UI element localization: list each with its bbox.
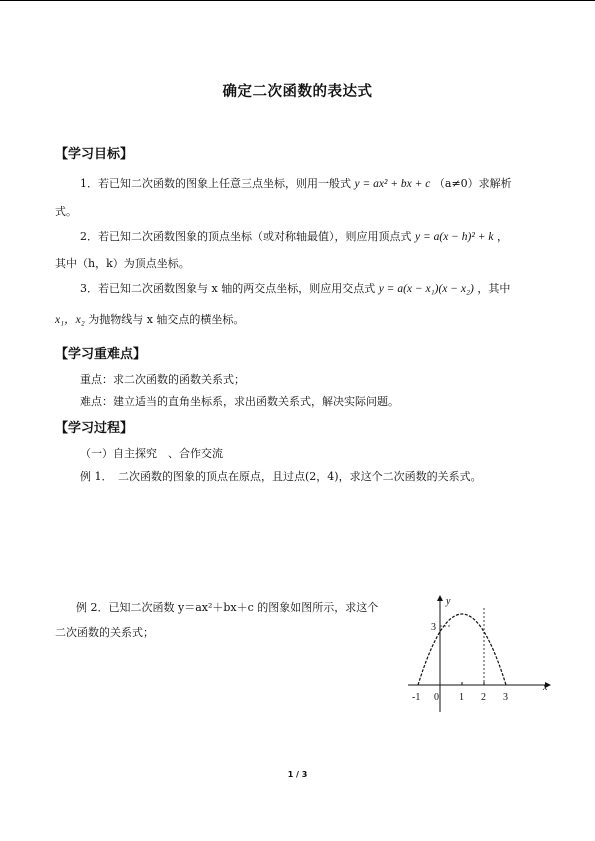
- goal-1-condition: （a≠0）求解析: [433, 177, 512, 190]
- goal-1-formula: y = ax² + bx + c: [354, 178, 431, 190]
- page-number: 1 / 3: [287, 770, 308, 779]
- y-tick-label-3: 3: [431, 622, 436, 633]
- subsection-1: （一）自主探究 、合作交流: [80, 447, 223, 460]
- x-tick-label-3: 3: [503, 692, 508, 703]
- section-heading-process: 【学习过程】: [55, 421, 134, 436]
- goal-3-suffix: ，其中: [477, 282, 511, 295]
- goal-1-text: 1．若已知二次函数的图象上任意三点坐标，则用一般式: [80, 177, 351, 190]
- section-heading-goals: 【学习目标】: [55, 147, 134, 162]
- goal-3-cont-text: 为抛物线与 x 轴交点的横坐标。: [88, 313, 245, 326]
- example-2-line-1: 例 2．已知二次函数 y＝ax²＋bx＋c 的图象如图所示，求这个: [76, 601, 379, 614]
- goal-2-suffix: ，: [496, 230, 508, 243]
- goal-1-continued: 式。: [55, 205, 77, 218]
- x-tick-label-2: 2: [481, 692, 486, 703]
- example-1: 例 1． 二次函数的图象的顶点在原点，且过点(2，4)，求这个二次函数的关系式。: [80, 470, 482, 483]
- section-heading-key-points: 【学习重难点】: [55, 347, 147, 362]
- origin-label: 0: [434, 692, 439, 703]
- page-title: 确定二次函数的表达式: [222, 84, 373, 100]
- goal-3-text: 3．若已知二次函数图象与 x 轴的两交点坐标，则应用交点式: [80, 282, 376, 295]
- y-axis-label: y: [446, 596, 451, 607]
- x-tick-label-neg1: -1: [412, 692, 421, 703]
- goal-1: [80, 177, 512, 191]
- goal-2-continued: 其中（h，k）为顶点坐标。: [55, 257, 190, 270]
- goal-3: [80, 282, 510, 296]
- difficult-point: 难点：建立适当的直角坐标系，求出函数关系式，解决实际问题。: [80, 395, 399, 408]
- goal-2: [80, 230, 508, 244]
- key-point: 重点：求二次函数的函数关系式；: [80, 373, 245, 386]
- goal-3-vars: x₁，x₂: [55, 314, 85, 326]
- goal-2-formula: y = a(x − h)² + k: [415, 231, 494, 243]
- header-rule: [0, 0, 595, 1]
- x-axis-label: x: [543, 682, 548, 693]
- parabola-graph: [400, 590, 570, 720]
- goal-3-formula: y = a(x − x₁)(x − x₂): [378, 283, 474, 295]
- goal-2-text: 2．若已知二次函数图象的顶点坐标（或对称轴最值），则应用顶点式: [80, 230, 412, 243]
- x-tick-label-1: 1: [459, 692, 464, 703]
- example-2-line-2: 二次函数的关系式；: [55, 626, 154, 639]
- goal-3-continued: [55, 313, 244, 327]
